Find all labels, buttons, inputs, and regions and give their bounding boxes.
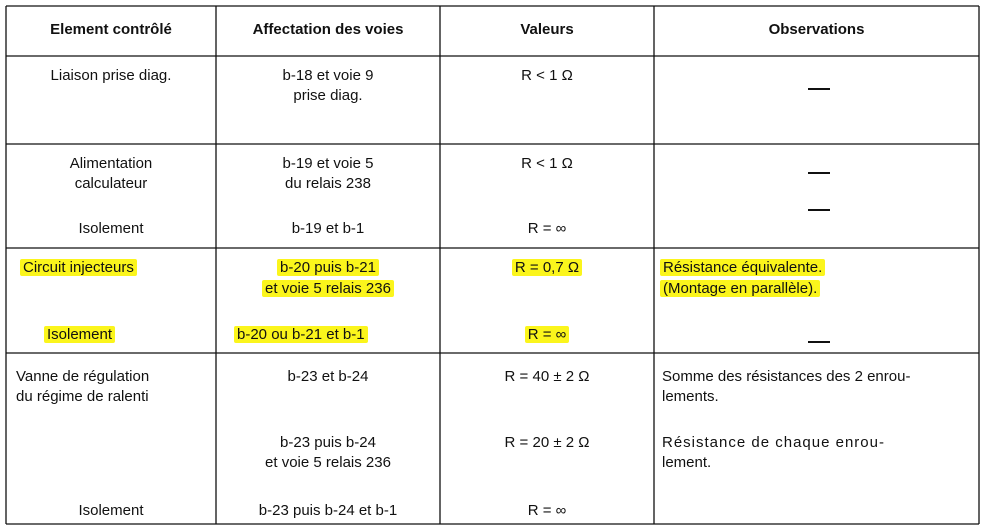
cell-observation-line1: Résistance équivalente. xyxy=(660,259,825,276)
cell-valeur: R = 0,7 Ω xyxy=(512,259,582,276)
cell-valeur: R = ∞ xyxy=(527,502,567,519)
empty-dash xyxy=(808,209,830,211)
cell-element: Isolement xyxy=(78,502,144,519)
cell-voie-line1: b-18 et voie 9 xyxy=(282,67,374,84)
header-observations: Observations xyxy=(768,21,865,38)
cell-valeur: R = 20 ± 2 Ω xyxy=(504,434,590,451)
cell-voie-line1: b-19 et voie 5 xyxy=(282,155,374,172)
header-affectation: Affectation des voies xyxy=(252,21,404,38)
cell-voie: b-19 et b-1 xyxy=(291,220,365,237)
cell-valeur: R = ∞ xyxy=(525,326,570,343)
cell-observation-line2: lements. xyxy=(662,388,719,405)
empty-dash xyxy=(808,341,830,343)
cell-element-line2: du régime de ralenti xyxy=(16,388,149,405)
cell-observation-line2: (Montage en parallèle). xyxy=(660,280,820,297)
cell-observation-line1: Somme des résistances des 2 enrou- xyxy=(662,368,911,385)
empty-dash xyxy=(808,172,830,174)
cell-voie-line2: et voie 5 relais 236 xyxy=(262,280,394,297)
cell-voie-line2: du relais 238 xyxy=(285,175,371,192)
cell-voie: b-23 et b-24 xyxy=(287,368,369,385)
cell-valeur: R < 1 Ω xyxy=(521,155,573,172)
cell-voie: b-20 ou b-21 et b-1 xyxy=(234,326,368,343)
cell-element-line1: Vanne de régulation xyxy=(16,368,150,385)
cell-observation-line2: lement. xyxy=(662,454,712,471)
cell-voie-line1: b-20 puis b-21 xyxy=(277,259,379,276)
cell-voie-line2: prise diag. xyxy=(293,87,363,104)
cell-element: Circuit injecteurs xyxy=(20,259,137,276)
cell-observation-line1: Résistance de chaque enrou- xyxy=(662,434,885,451)
cell-element: Isolement xyxy=(44,326,115,343)
header-valeurs: Valeurs xyxy=(520,21,574,38)
empty-dash xyxy=(808,88,830,90)
cell-voie: b-23 puis b-24 et b-1 xyxy=(258,502,398,519)
cell-valeur: R = ∞ xyxy=(527,220,567,237)
cell-element-line1: Alimentation xyxy=(69,155,153,172)
cell-voie-line2: et voie 5 relais 236 xyxy=(265,454,391,471)
cell-element: Isolement xyxy=(78,220,144,237)
cell-valeur: R = 40 ± 2 Ω xyxy=(504,368,590,385)
cell-voie-line1: b-23 puis b-24 xyxy=(280,434,376,451)
header-element: Element contrôlé xyxy=(50,21,172,38)
cell-valeur: R < 1 Ω xyxy=(521,67,573,84)
cell-element-line2: calculateur xyxy=(74,175,148,192)
cell-element: Liaison prise diag. xyxy=(50,67,172,84)
